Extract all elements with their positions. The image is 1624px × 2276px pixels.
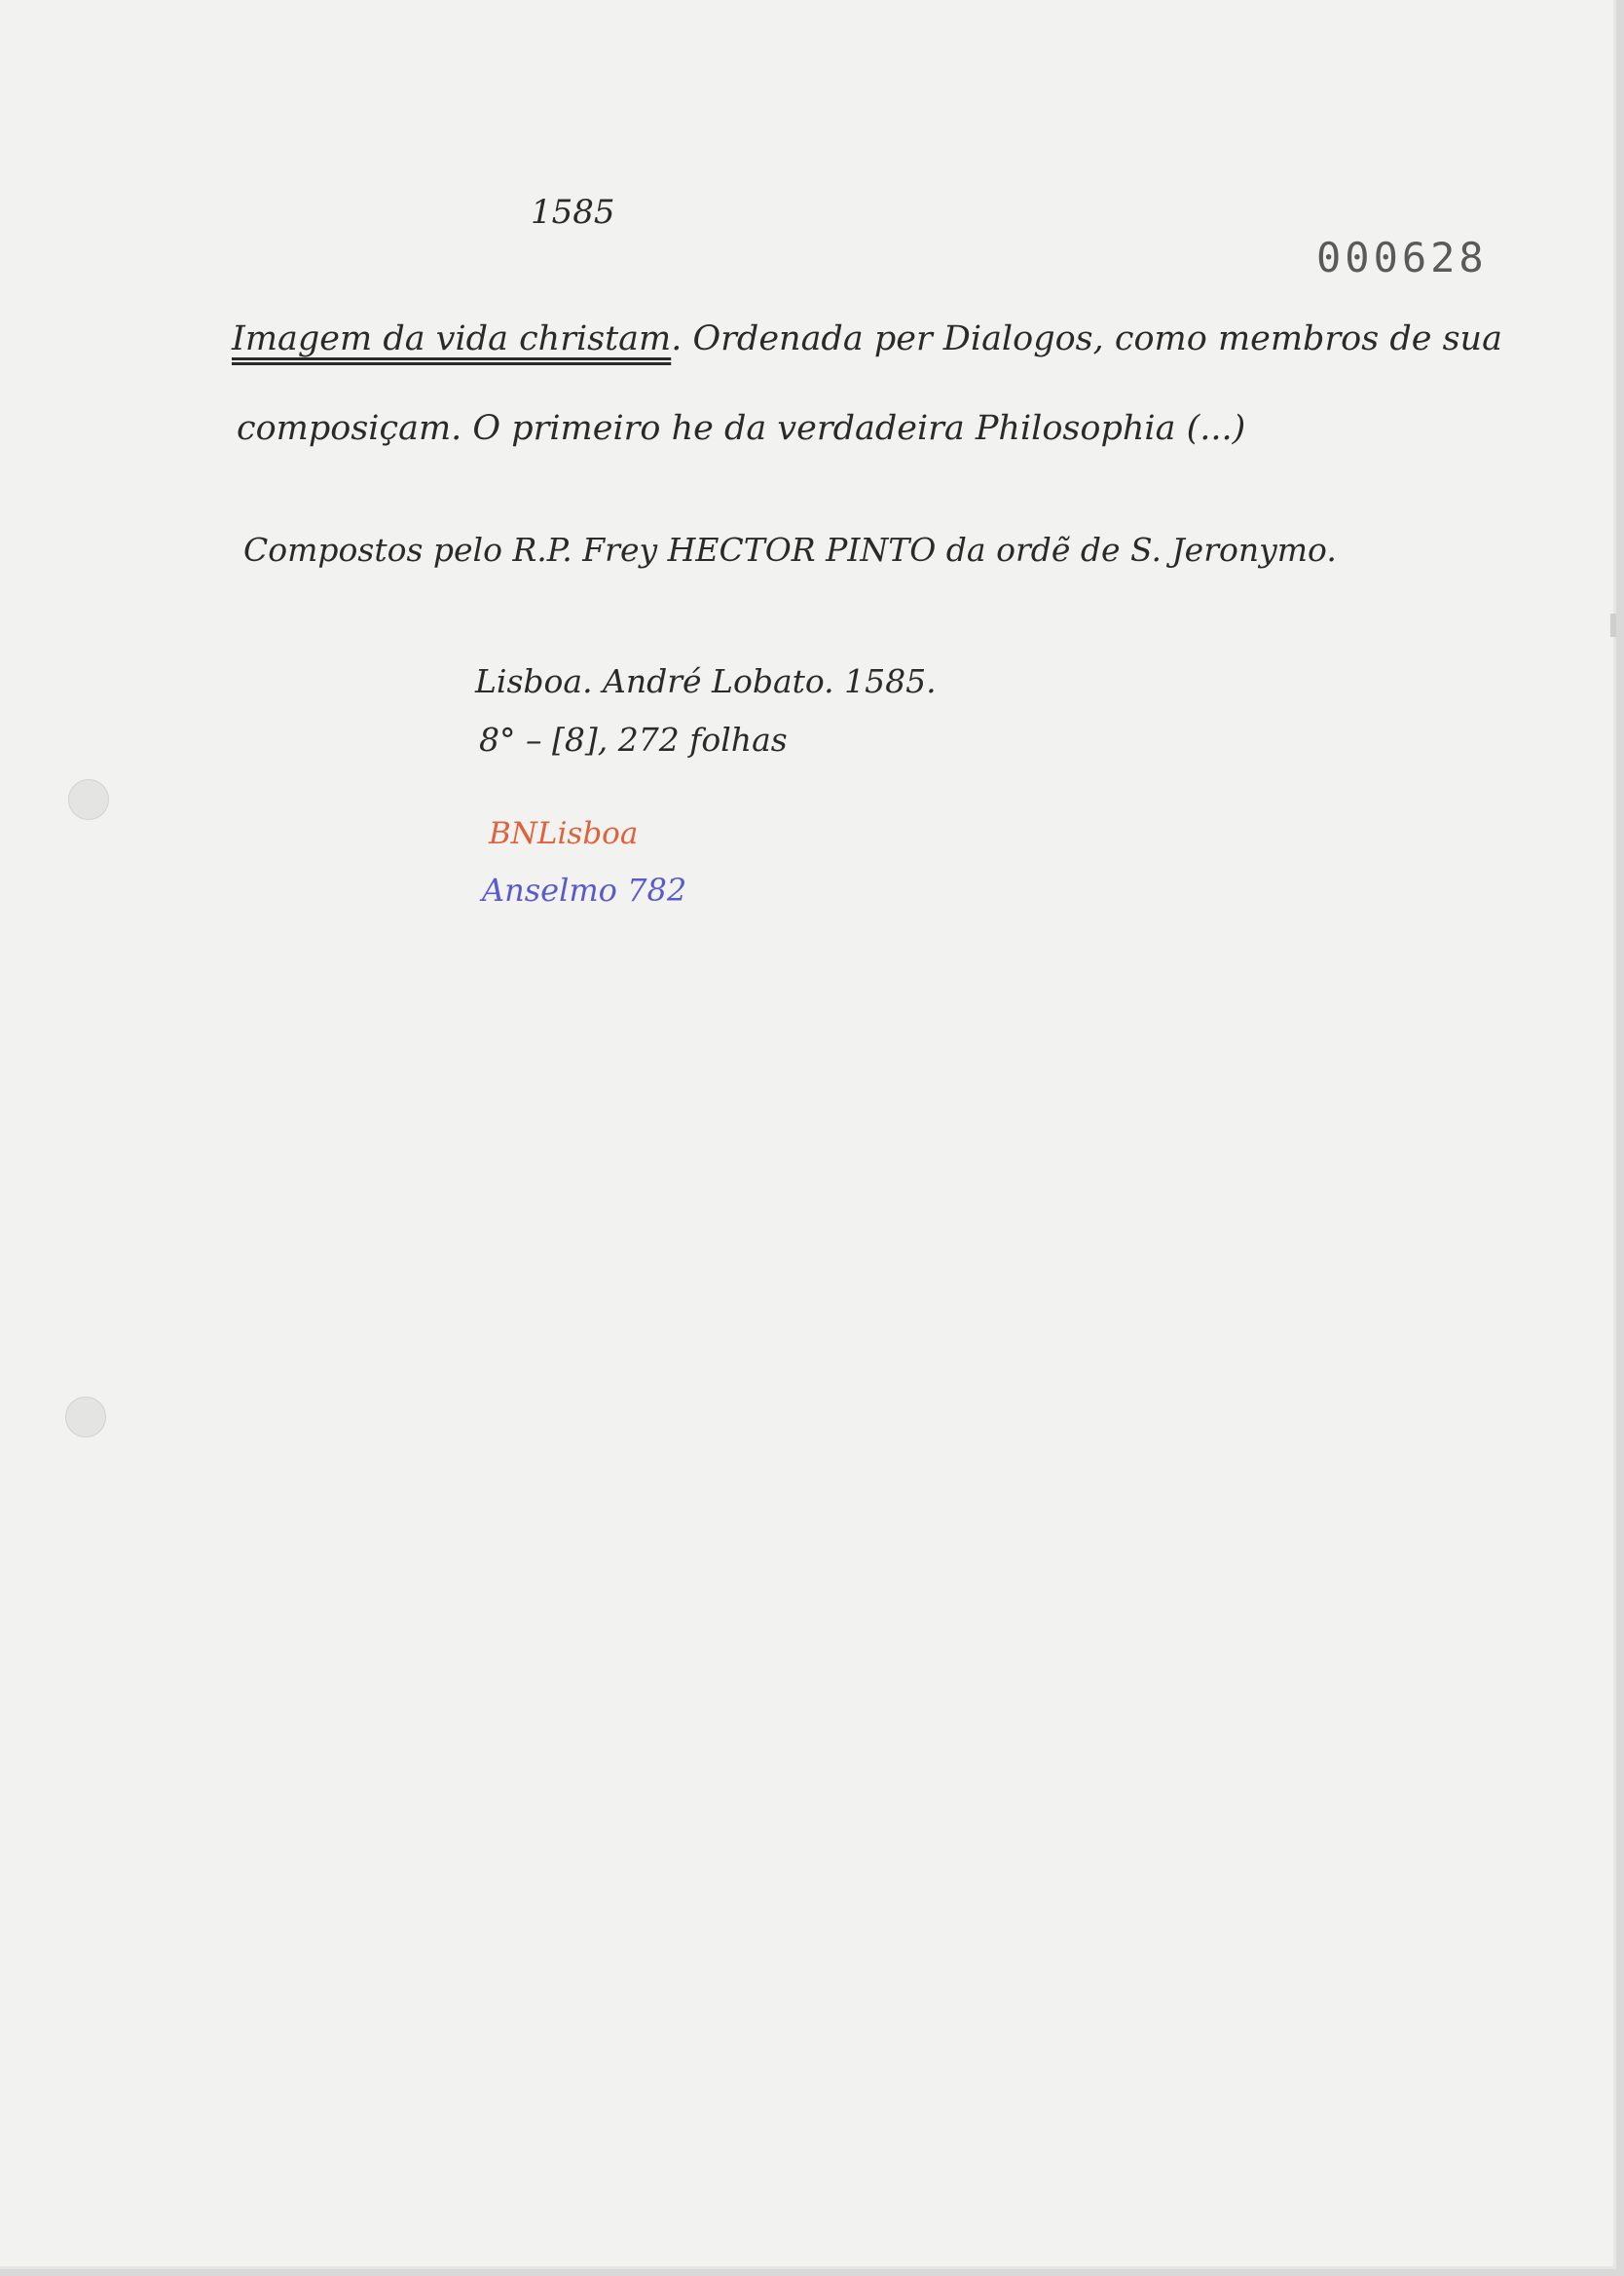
edge-mark — [1610, 614, 1616, 637]
catalog-number-stamp: 000628 — [1316, 234, 1488, 281]
format-line: 8° – [8], 272 folhas — [479, 721, 788, 759]
bibliographic-reference: Anselmo 782 — [482, 872, 687, 909]
author-line: Compostos pelo R.P. Frey HECTOR PINTO da ordẽ de S. Jeronymo. — [243, 531, 1337, 569]
imprint-line: Lisboa. André Lobato. 1585. — [475, 662, 937, 700]
title-line-1 — [232, 319, 1502, 358]
title-line-2: composiçam. O primeiro he da verdadeira Philosophia (...) — [237, 409, 1246, 448]
punch-hole-bottom — [65, 1397, 106, 1437]
punch-hole-top — [68, 779, 109, 820]
title-underlined: Imagem da vida christam — [232, 319, 672, 358]
title-continuation: . Ordenada per Dialogos, como membros de sua — [671, 319, 1502, 358]
library-location: BNLisboa — [489, 816, 639, 851]
year-heading: 1585 — [531, 193, 615, 232]
